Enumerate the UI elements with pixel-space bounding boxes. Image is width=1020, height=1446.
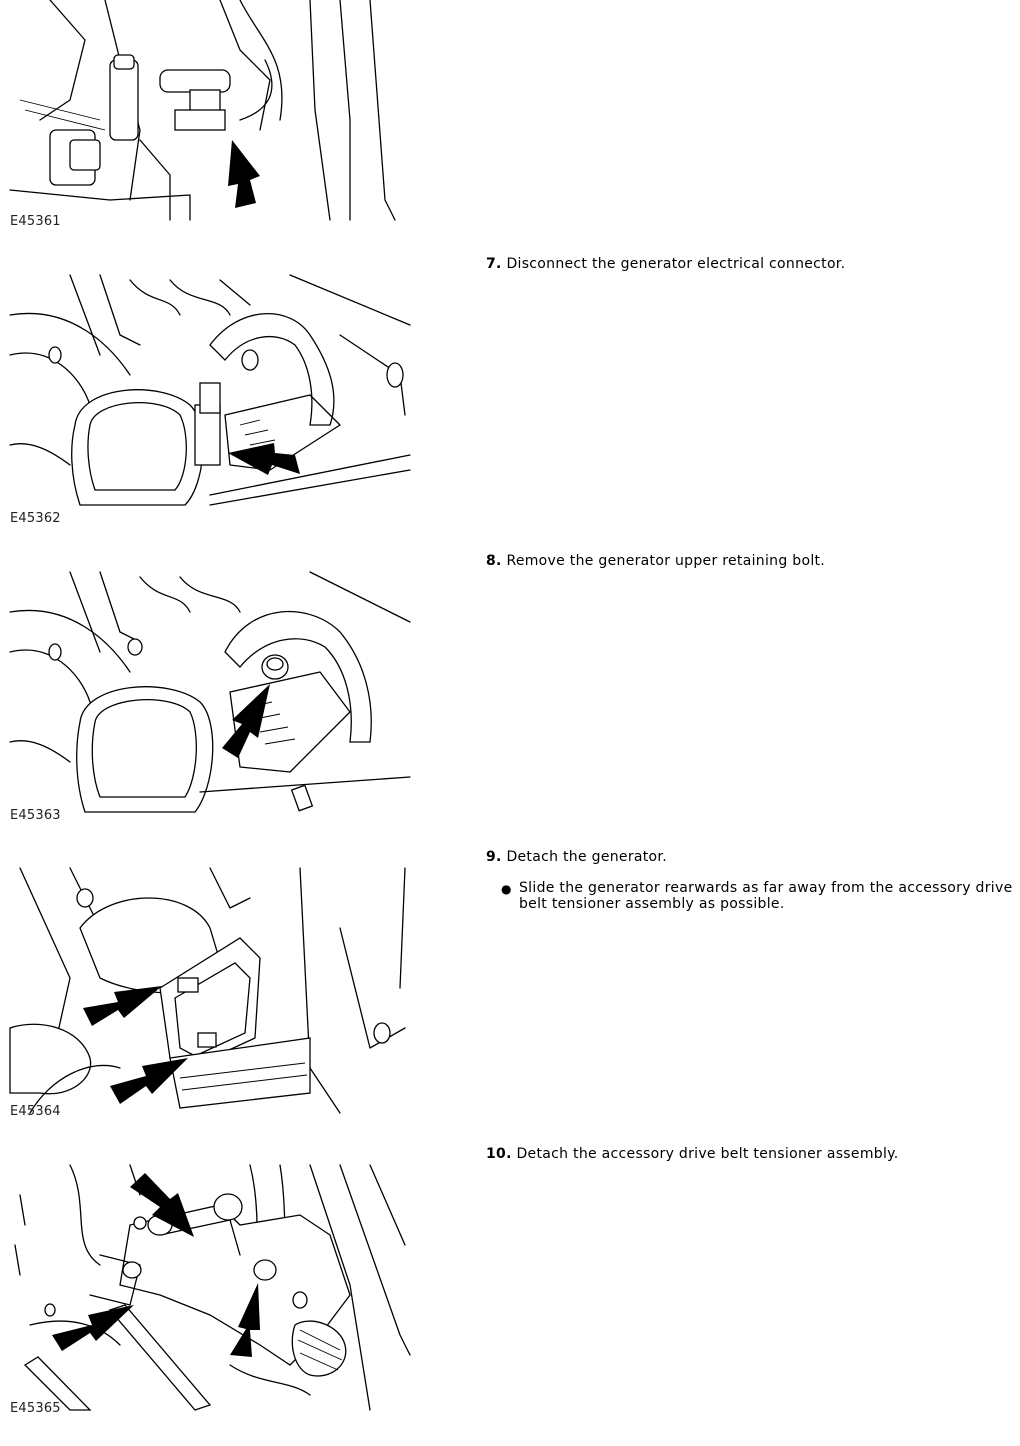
illustration-e45365 (10, 1165, 410, 1420)
figure-label: E45361 (10, 214, 61, 229)
bullet-icon: ● (501, 882, 512, 896)
step-number: 9. (486, 849, 502, 865)
step-9-substep (501, 880, 1020, 912)
step-text: Detach the accessory drive belt tensioner assembly. (516, 1146, 899, 1162)
generator-detach-drawing (10, 868, 410, 1113)
figure-label: E45362 (10, 511, 61, 526)
belt-tensioner-drawing (10, 1165, 410, 1410)
generator-connector-drawing (10, 275, 410, 520)
step-8 (486, 553, 825, 569)
step-10 (486, 1146, 898, 1162)
substep-text: Slide the generator rearwards as far away from the accessory drive belt tensioner assembly as possible. (519, 880, 1013, 912)
figure-label: E45363 (10, 808, 61, 823)
figure-label: E45365 (10, 1401, 61, 1416)
step-text: Remove the generator upper retaining bolt. (506, 553, 826, 569)
illustration-e45362 (10, 275, 410, 530)
step-text: Detach the generator. (506, 849, 667, 865)
generator-upper-bolt-drawing (10, 572, 410, 817)
step-text: Disconnect the generator electrical connector. (506, 256, 846, 272)
illustration-e45363 (10, 572, 410, 827)
figure-label: E45364 (10, 1104, 61, 1119)
step-7 (486, 256, 845, 272)
illustration-e45364 (10, 868, 410, 1123)
step-number: 10. (486, 1146, 512, 1162)
step-9 (486, 849, 667, 865)
step-number: 7. (486, 256, 502, 272)
generator-hose-drawing (10, 0, 410, 225)
illustration-e45361 (10, 0, 410, 235)
step-number: 8. (486, 553, 502, 569)
